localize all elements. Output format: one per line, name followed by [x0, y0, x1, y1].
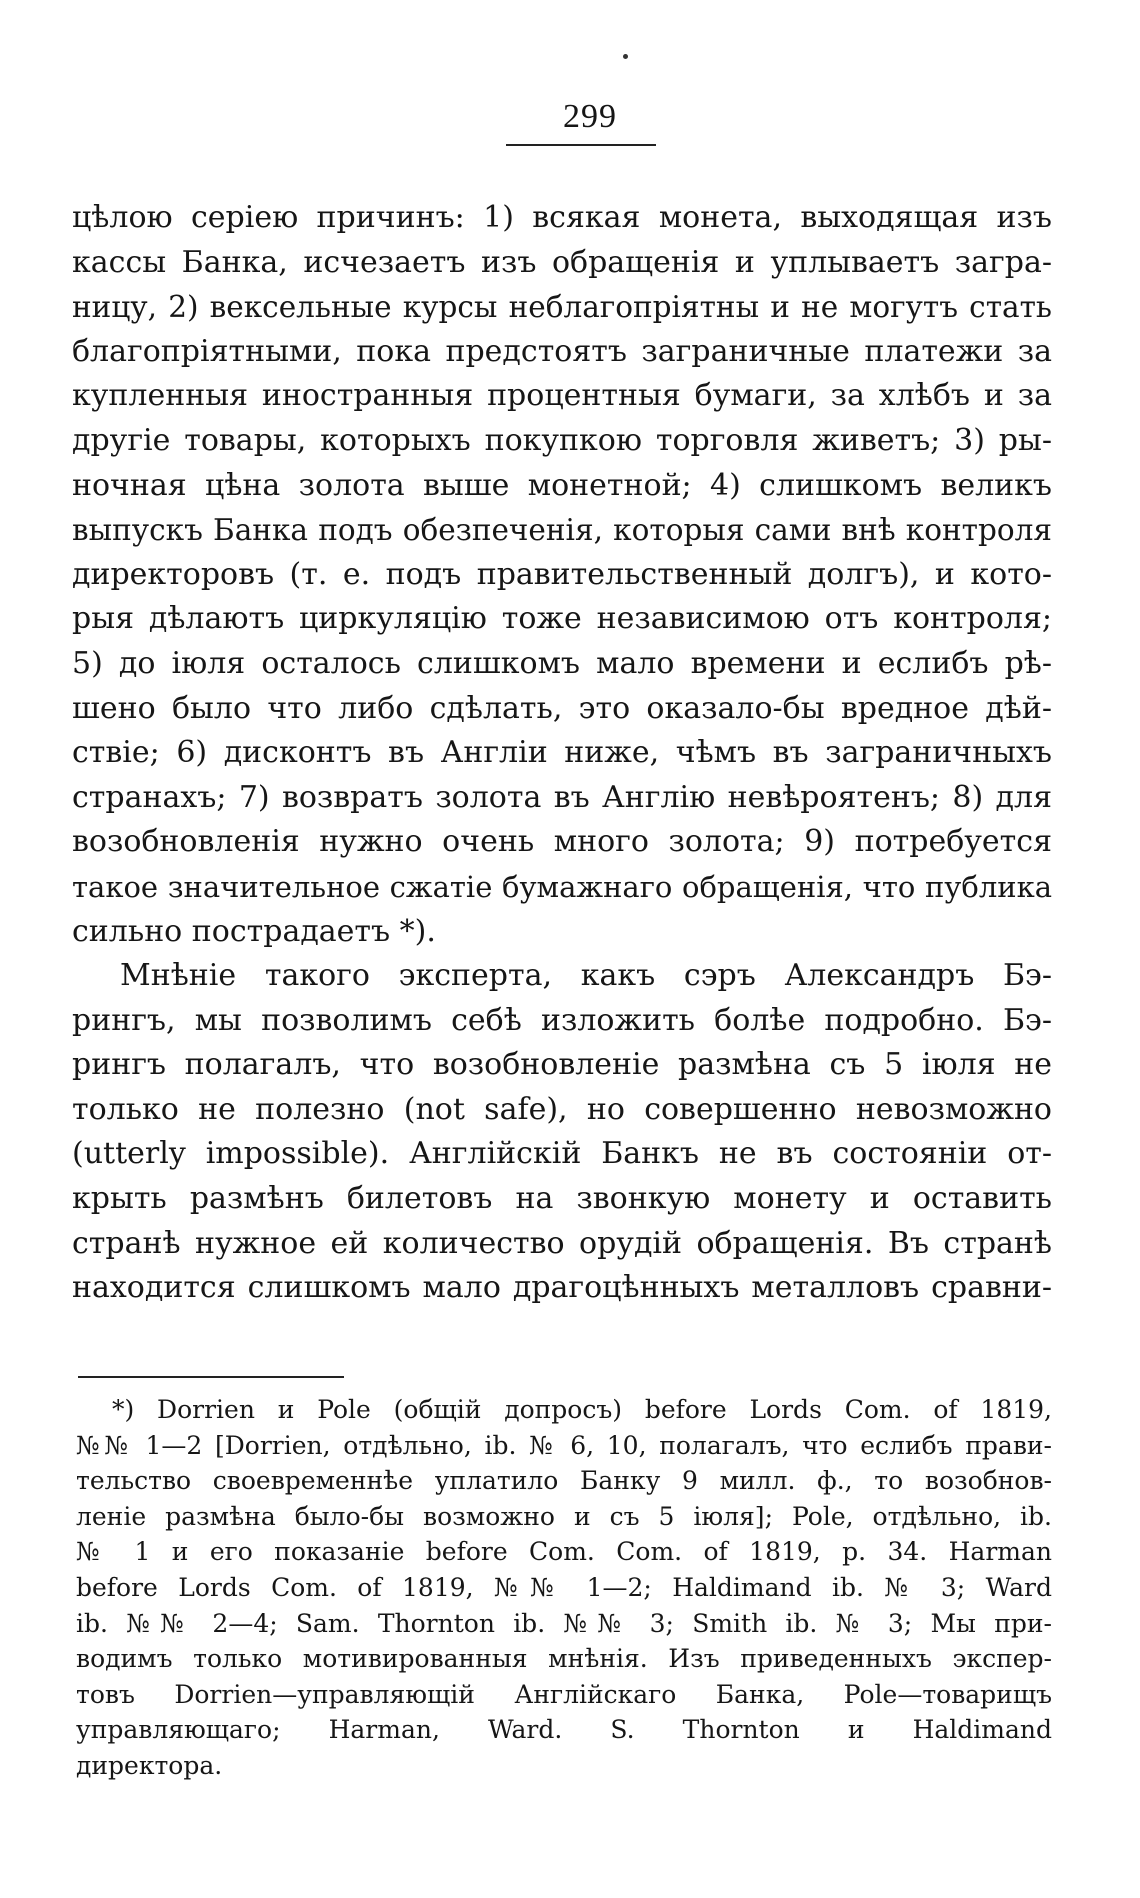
footnote-line: ib. №№ 2—4; Sam. Thornton ib. №№ 3; Smith ib. № 3; Мы при-	[76, 1608, 1052, 1638]
text-line: выпускъ Банка подъ обезпеченія, которыя сами внѣ контроля	[72, 513, 1052, 548]
text-line: другіе товары, которыхъ покупкою торговля живетъ; 3) ры-	[72, 422, 1052, 458]
text-line: рингъ, мы позволимъ себѣ изложить болѣе подробно. Бэ-	[72, 1002, 1052, 1038]
text-line: ночная цѣна золота выше монетной; 4) слишкомъ великъ	[72, 467, 1052, 503]
footnote-line: водимъ только мотивированныя мнѣнія. Изъ приведенныхъ экспер-	[76, 1644, 1052, 1674]
text-line: такое значительное сжатіе бумажнаго обращенія, что публика	[72, 869, 1052, 904]
footnote-line: № 1 и его показаніе before Com. Com. of 1819, p. 34. Harman	[76, 1537, 1052, 1567]
text-line: странѣ нужное ей количество орудій обращенія. Въ странѣ	[72, 1225, 1052, 1261]
page-number: 299	[563, 98, 617, 135]
text-line: ницу, 2) вексельные курсы неблагопріятны и не могутъ стать	[72, 290, 1052, 325]
text-line: директоровъ (т. е. подъ правительственный долгъ), и кото-	[72, 556, 1052, 592]
text-line: странахъ; 7) возвратъ золота въ Англію невѣроятенъ; 8) для	[72, 779, 1052, 815]
text-line: цѣлою серіею причинъ: 1) всякая монета, выходящая изъ	[72, 200, 1052, 235]
footnote-line: №№ 1—2 [Dorrien, отдѣльно, ib. № 6, 10, полагалъ, что еслибъ прави-	[76, 1430, 1052, 1460]
text-line: (utterly impossible). Англійскій Банкъ не въ состояніи от-	[72, 1136, 1052, 1172]
text-line: купленныя иностранныя процентныя бумаги, за хлѣбъ и за	[72, 378, 1052, 414]
footnote-line: тельство своевременнѣе уплатило Банку 9 милл. ф., то возобнов-	[76, 1466, 1052, 1496]
footnote-line: леніе размѣна было-бы возможно и съ 5 іюля]; Pole, отдѣльно, ib.	[76, 1501, 1052, 1531]
text-line: возобновленія нужно очень много золота; 9) потребуется	[72, 824, 1052, 860]
footnote-separator	[78, 1376, 344, 1378]
paragraph-start-line: Мнѣніе такого эксперта, какъ сэръ Александръ Бэ-	[120, 958, 1052, 994]
text-line: 5) до іюля осталось слишкомъ мало времени и еслибъ рѣ-	[72, 645, 1052, 681]
text-line: сильно пострадаетъ *).	[72, 913, 436, 949]
text-line: только не полезно (not safe), но совершенно невозможно	[72, 1091, 1052, 1127]
footnote-line: before Lords Com. of 1819, №№ 1—2; Haldimand ib. № 3; Ward	[76, 1572, 1052, 1602]
text-line: шено было что либо сдѣлать, это оказало-бы вредное дѣй-	[72, 690, 1052, 726]
footnote	[76, 1392, 1052, 1784]
text-line: ствіе; 6) дисконтъ въ Англіи ниже, чѣмъ въ заграничныхъ	[72, 735, 1052, 771]
text-line: рыя дѣлаютъ циркуляцію тоже независимою отъ контроля;	[72, 601, 1052, 637]
page-number-underline	[506, 144, 656, 146]
footnote-line: управляющаго; Harman, Ward. S. Thornton и Haldimand	[76, 1715, 1052, 1745]
text-line: крыть размѣнъ билетовъ на звонкую монету и оставить	[72, 1181, 1052, 1217]
printing-dot	[623, 54, 628, 59]
text-line: благопріятными, пока предстоятъ заграничные платежи за	[72, 333, 1052, 369]
main-text	[72, 196, 1052, 1311]
text-line: находится слишкомъ мало драгоцѣнныхъ металловъ сравни-	[72, 1270, 1052, 1306]
footnote-line: товъ Dorrien—управляющій Англійскаго Банка, Pole—товарищъ	[76, 1679, 1052, 1709]
footnote-line: директора.	[76, 1750, 223, 1780]
text-line: кассы Банка, исчезаетъ изъ обращенія и уплываетъ загра-	[72, 244, 1052, 280]
footnote-line: *) Dorrien и Pole (общій допросъ) before Lords Com. of 1819,	[112, 1395, 1052, 1424]
text-line: рингъ полагалъ, что возобновленіе размѣна съ 5 іюля не	[72, 1047, 1052, 1083]
